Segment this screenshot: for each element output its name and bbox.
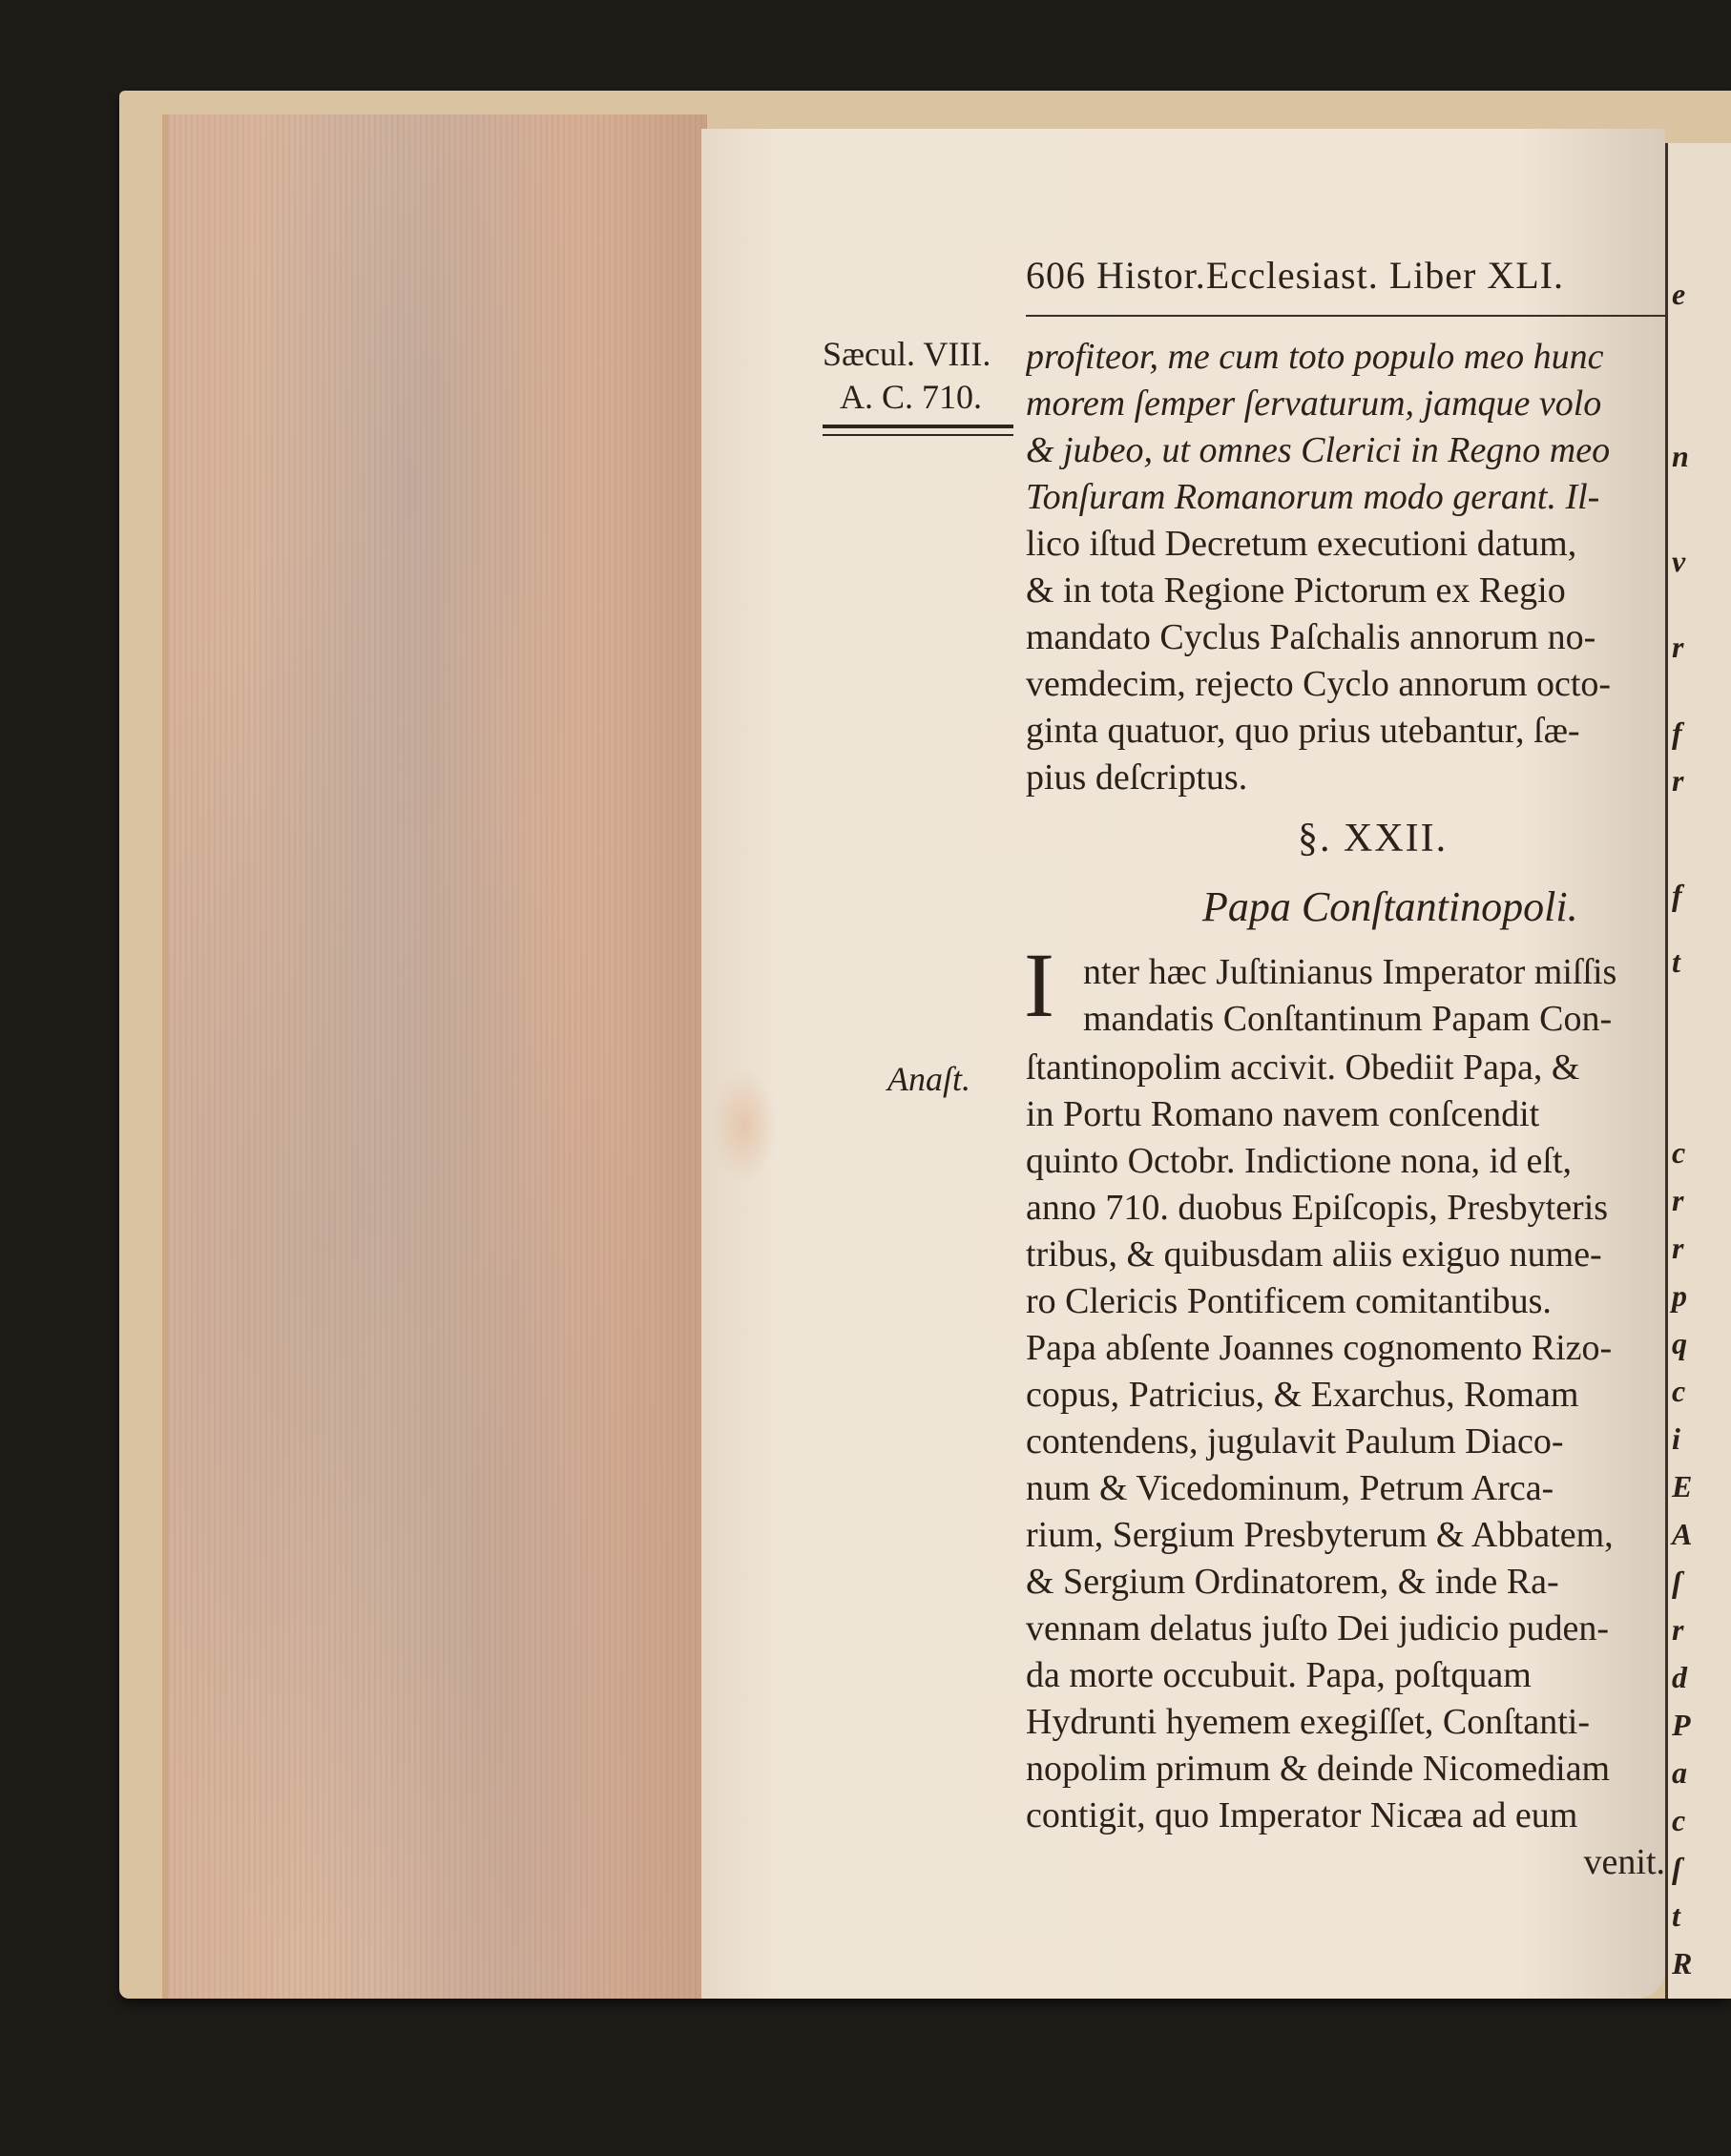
next-page-letter: r [1672, 1183, 1684, 1217]
next-page-letter: P [1672, 1708, 1691, 1742]
next-page-letter: q [1672, 1326, 1687, 1360]
text-line: nopolim primum & deinde Nicomediam [1026, 1749, 1611, 1789]
foxing-stain [711, 1068, 778, 1183]
text-line: quinto Octobr. Indictione nona, id eſt, [1026, 1141, 1573, 1181]
next-page-letter: r [1672, 630, 1684, 664]
text-line: Papa abſente Joannes cognomento Rizo- [1026, 1328, 1613, 1368]
text-line: mandato Cyclus Paſchalis annorum no- [1026, 617, 1596, 657]
next-page-letter: c [1672, 1803, 1686, 1837]
text-line: morem ſemper ſervaturum, jamque volo [1026, 384, 1602, 424]
text-line: ro Clericis Pontificem comitantibus. [1026, 1281, 1552, 1321]
next-page-letter: n [1672, 439, 1689, 473]
text-line: vennam delatus juſto Dei judicio puden- [1026, 1608, 1610, 1648]
next-page-letter: r [1672, 1612, 1684, 1647]
section-number: §. XXII. [1298, 817, 1449, 860]
section-title: Papa Conſtantinopoli. [1202, 883, 1578, 930]
next-page-letter: E [1672, 1469, 1693, 1503]
marbled-edge-pattern [168, 114, 707, 1999]
text-line: & Sergium Ordinatorem, & inde Ra- [1026, 1562, 1559, 1602]
next-page-letter: f [1672, 715, 1682, 750]
text-line: Tonſuram Romanorum modo gerant. Il- [1026, 477, 1600, 517]
text-line: ginta quatuor, quo prius utebantur, ſæ- [1026, 711, 1580, 751]
text-line: mandatis Conſtantinum Papam Con- [1083, 999, 1613, 1039]
text-line: & in tota Regione Pictorum ex Regio [1026, 570, 1566, 611]
text-line: pius deſcriptus. [1026, 757, 1248, 798]
text-line: ſtantinopolim accivit. Obediit Papa, & [1026, 1047, 1580, 1088]
page-edges [162, 114, 707, 1999]
next-page-letter: ſ [1672, 1851, 1682, 1885]
text-line: da morte occubuit. Papa, poſtquam [1026, 1655, 1532, 1695]
margin-note-source: Anaſt. [887, 1060, 970, 1098]
margin-rule [823, 434, 1013, 436]
text-line: vemdecim, rejecto Cyclo annorum octo- [1026, 664, 1612, 704]
next-page-letter: R [1672, 1946, 1693, 1980]
next-page-letter: r [1672, 763, 1684, 798]
text-line: in Portu Romano navem conſcendit [1026, 1094, 1540, 1134]
text-line: contigit, quo Imperator Nicæa ad eum [1026, 1795, 1578, 1835]
text-line: nter hæc Juſtinianus Imperator miſſis [1083, 952, 1617, 992]
paragraph-tonsure [1026, 334, 1665, 801]
paragraph-opening [1083, 949, 1665, 1043]
next-page-letter: f [1672, 878, 1682, 912]
margin-rule [823, 425, 1013, 428]
margin-note-year: A. C. 710. [840, 378, 983, 416]
text-line: tribus, & quibusdam aliis exiguo nume- [1026, 1234, 1602, 1275]
next-page-letter: p [1672, 1278, 1687, 1313]
next-page-letter: d [1672, 1660, 1687, 1694]
next-page-letter: A [1672, 1517, 1693, 1551]
next-page-edge [1665, 143, 1731, 1999]
next-page-letter: a [1672, 1755, 1687, 1790]
head-rule [1026, 315, 1665, 317]
next-page-letter: e [1672, 277, 1686, 311]
paragraph-pope-constantinople [1026, 1045, 1665, 1886]
next-page-letter: ſ [1672, 1565, 1682, 1599]
drop-cap: I [1024, 934, 1054, 1036]
running-head: 606 Histor.Ecclesiast. Liber XLI. [1026, 254, 1564, 297]
text-line: num & Vicedominum, Petrum Arca- [1026, 1468, 1554, 1508]
text-line: anno 710. duobus Epiſcopis, Presbyteris [1026, 1188, 1609, 1228]
next-page-letter: c [1672, 1135, 1686, 1170]
next-page-letter: t [1672, 944, 1680, 979]
text-line: rium, Sergium Presbyterum & Abbatem, [1026, 1515, 1614, 1555]
text-line: lico iſtud Decretum executioni datum, [1026, 524, 1577, 564]
text-line: Hydrunti hyemem exegiſſet, Conſtanti- [1026, 1702, 1590, 1742]
text-line: & jubeo, ut omnes Clerici in Regno meo [1026, 430, 1611, 470]
margin-note-saeculum: Sæcul. VIII. [823, 335, 991, 373]
next-page-letter: r [1672, 1231, 1684, 1265]
text-line: profiteor, me cum toto populo meo hunc [1026, 337, 1604, 377]
next-page-letter: c [1672, 1374, 1686, 1408]
text-line: copus, Patricius, & Exarchus, Romam [1026, 1375, 1579, 1415]
next-page-letter: t [1672, 1898, 1680, 1933]
next-page-letter: i [1672, 1421, 1680, 1456]
next-page-letter: v [1672, 544, 1686, 578]
catchword: venit. [1583, 1842, 1665, 1882]
text-line: contendens, jugulavit Paulum Diaco- [1026, 1421, 1564, 1462]
